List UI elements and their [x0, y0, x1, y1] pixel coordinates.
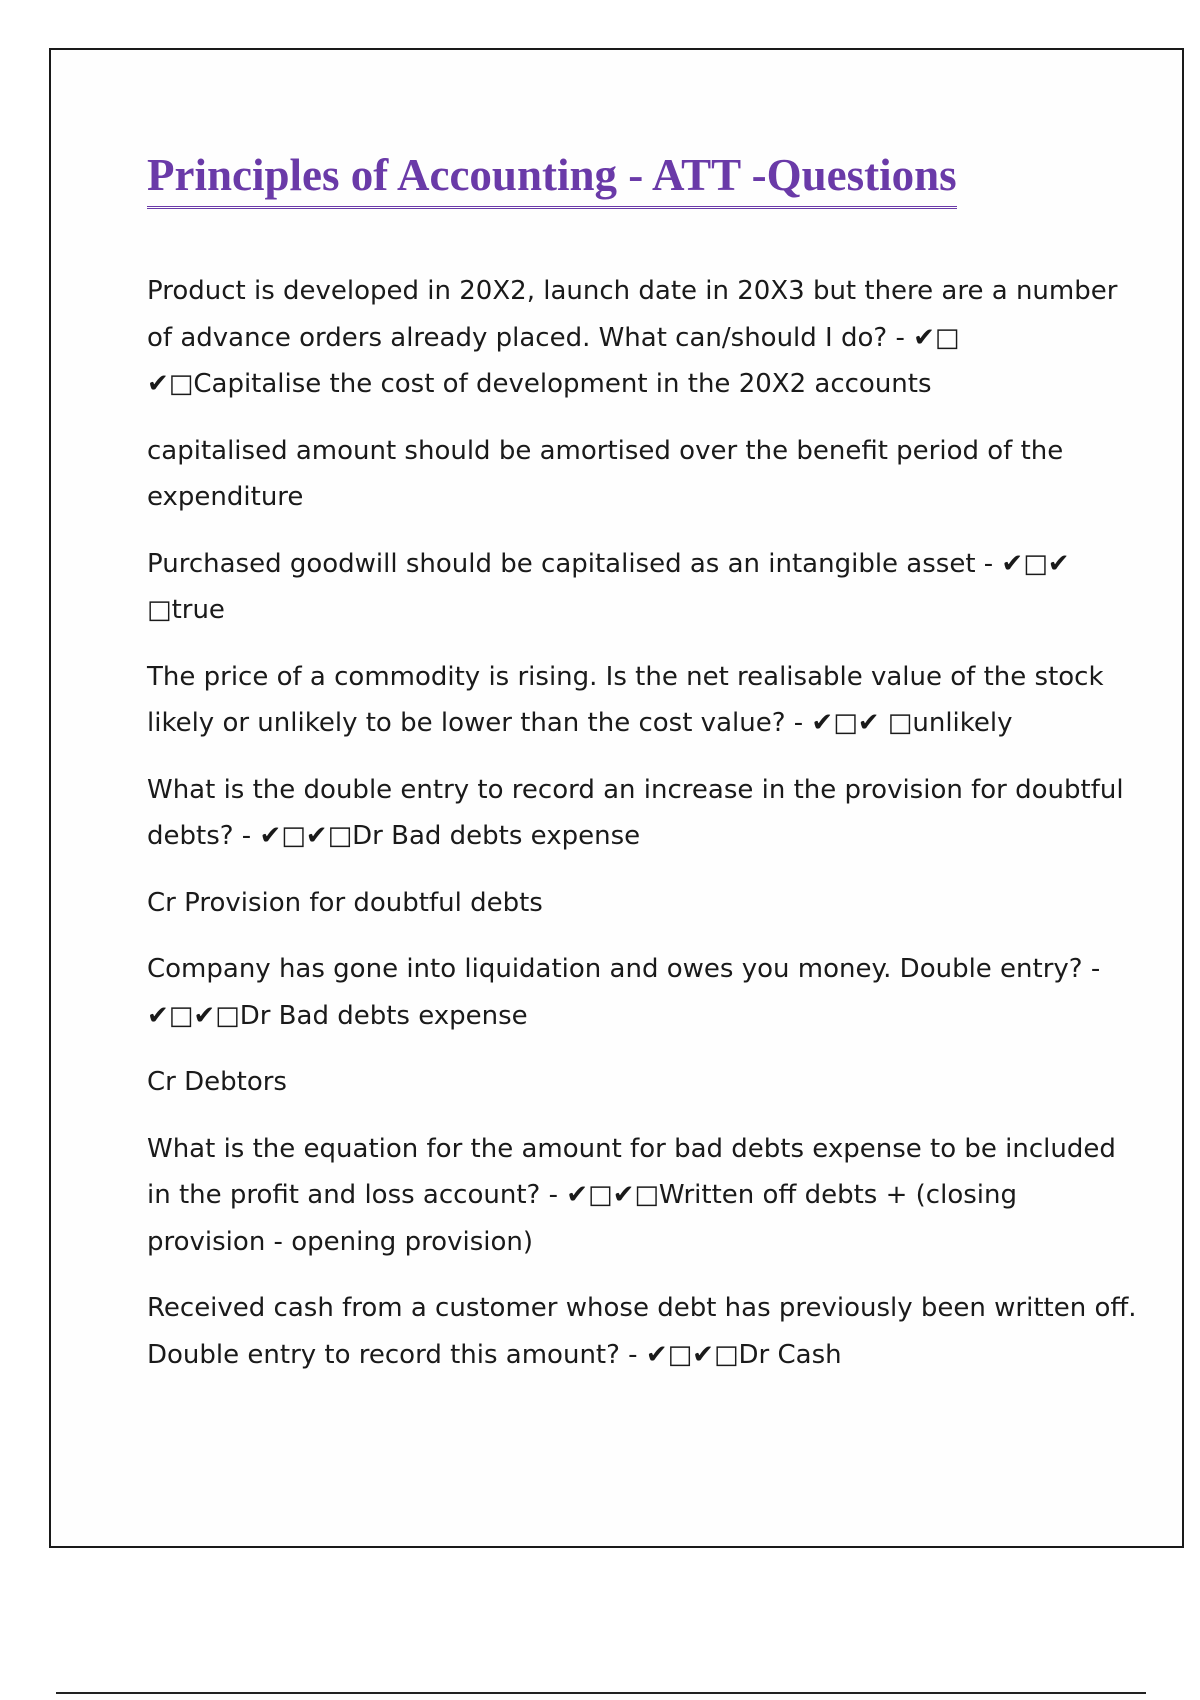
question-paragraph: What is the double entry to record an increase in the provision for doubtful debts? - ✔□✔□Dr Bad debts expense: [147, 774, 1124, 851]
document-page: [49, 48, 1184, 1548]
question-paragraph: Product is developed in 20X2, launch date in 20X3 but there are a number of advance orders already placed. What can/should I do? - ✔□ ✔□Capitalise the cost of development in the 20X2 accounts: [147, 276, 1118, 399]
question-paragraph: Company has gone into liquidation and owes you money. Double entry? - ✔□✔□Dr Bad debts expense: [147, 954, 1101, 1031]
question-paragraph: Purchased goodwill should be capitalised as an intangible asset - ✔□✔ □true: [147, 548, 1070, 625]
question-paragraph: What is the equation for the amount for bad debts expense to be included in the profit and loss account? - ✔□✔□Written off debts + (closing provision - opening provision): [147, 1133, 1116, 1257]
next-page-divider: [56, 1692, 1146, 1694]
document-title: Principles of Accounting - ATT -Questions: [147, 148, 957, 209]
question-paragraph: Received cash from a customer whose debt has previously been written off. Double entry to record this amount? - ✔□✔□Dr Cash: [147, 1293, 1137, 1370]
question-paragraph: The price of a commodity is rising. Is the net realisable value of the stock likely or unlikely to be lower than the cost value? - ✔□✔ □unlikely: [147, 661, 1104, 738]
question-paragraph: Cr Debtors: [147, 1067, 287, 1097]
question-list: [147, 268, 1137, 1398]
question-paragraph: Cr Provision for doubtful debts: [147, 887, 543, 918]
question-paragraph: capitalised amount should be amortised over the benefit period of the expenditure: [147, 435, 1064, 512]
